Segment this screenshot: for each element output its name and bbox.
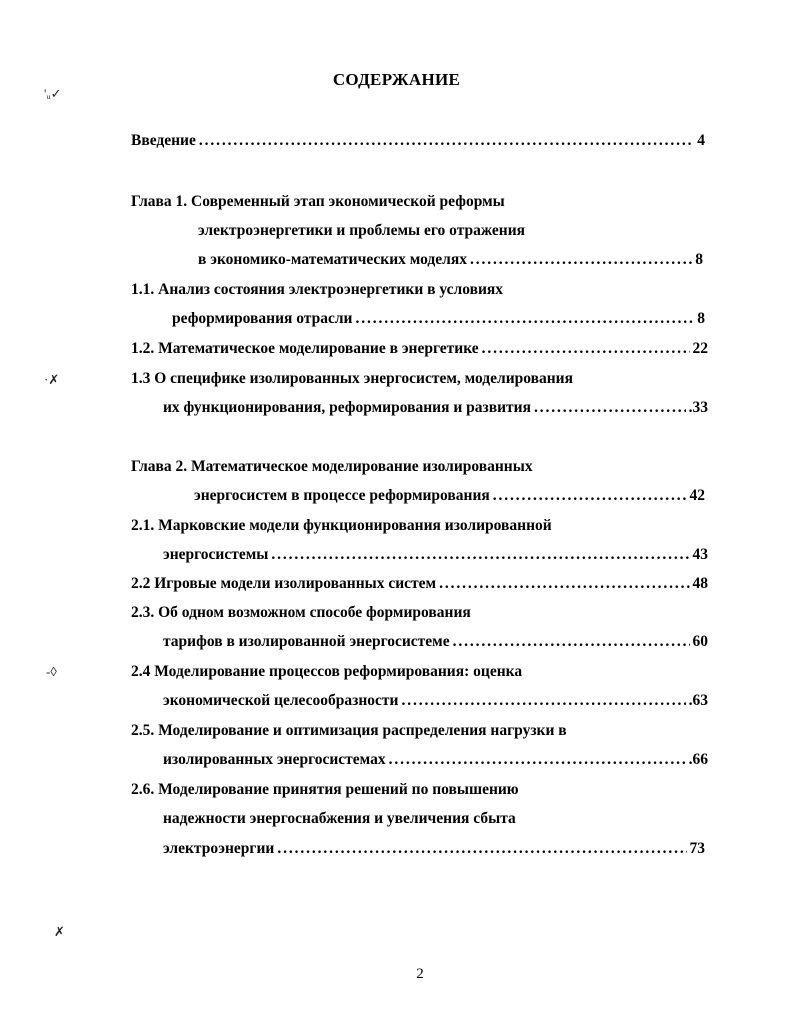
chapter1-title-line1: Глава 1. Современный этап экономической реформы [131,193,505,210]
dot-leader [389,751,686,769]
toc-entry-1-3 [163,399,708,417]
chapter2-title-line1: Глава 2. Математическое моделирование изолированных [131,458,533,475]
section-2-4-line1: 2.4 Моделирование процессов реформирования: оценка [131,663,523,680]
dot-leader [453,633,690,651]
toc-label: 2.2 Игровые модели изолированных систем [131,575,437,592]
toc-label: электроэнергии [163,840,275,857]
chapter1-title-line2: электроэнергетики и проблемы его отражения [198,222,526,239]
dot-leader [356,310,695,328]
toc-entry-2-4 [163,692,708,710]
section-1-1-line1: 1.1. Анализ состояния электроэнергетики в условиях [131,281,504,298]
section-2-6-line1: 2.6. Моделирование принятия решений по повышению [131,781,519,798]
toc-label: их функционирования, реформирования и развития [163,399,531,416]
dot-leader [277,840,686,858]
page-number: 2 [416,966,424,982]
toc-page: 60 [692,633,708,650]
toc-entry-chapter1 [198,251,703,269]
toc-label: энергосистем в процессе реформирования [194,487,490,504]
toc-page: 4 [697,132,705,149]
section-1-3-line1: 1.3 О специфике изолированных энергосистем, моделирования [131,370,573,387]
toc-entry-intro [131,132,705,150]
toc-entry-2-1 [163,546,708,564]
toc-entry-2-5 [163,751,708,769]
toc-page: 8 [697,310,705,327]
dot-leader [534,399,686,417]
section-2-5-line1: 2.5. Моделирование и оптимизация распределения нагрузки в [131,722,567,739]
toc-label: в экономико-математических моделях [198,251,467,268]
toc-page: .33 [688,399,708,416]
toc-page: 42 [689,487,705,504]
section-2-3-line1: 2.3. Об одном возможном способе формирования [131,604,471,621]
toc-entry-1-1 [172,310,705,328]
toc-page: 22 [692,340,708,357]
toc-label: 1.2. Математическое моделирование в энергетике [131,340,479,357]
scan-mark-icon: ·✗ [44,372,60,387]
toc-label: изолированных энергосистемах [163,751,386,768]
toc-page: 48 [692,575,708,592]
toc-page: 8 [695,251,703,268]
toc-entry-2-2 [131,575,708,593]
toc-entry-2-6 [163,840,705,858]
dot-leader [401,692,685,710]
scan-mark-icon: ✗ [54,924,65,939]
section-2-1-line1: 2.1. Марковские модели функционирования изолированной [131,517,552,534]
scan-mark-icon: -◊ [46,664,57,679]
dot-leader [493,487,687,505]
section-2-6-line2: надежности энергоснабжения и увеличения сбыта [163,810,516,827]
scan-mark-icon: 'ᵤ✓ [44,86,62,101]
toc-entry-1-2 [131,340,708,358]
toc-entry-chapter2 [194,487,705,505]
dot-leader [199,132,694,150]
toc-label: тарифов в изолированной энергосистеме [163,633,450,650]
dot-leader [439,575,689,593]
page-title: СОДЕРЖАНИЕ [332,70,461,89]
toc-label: реформирования отрасли [172,310,353,327]
dot-leader [271,546,689,564]
toc-page: 43 [692,546,708,563]
toc-page: .63 [688,692,708,709]
toc-label: Введение [131,132,196,149]
toc-label: энергосистемы [163,546,269,563]
toc-label: экономической целесообразности [163,692,399,709]
toc-entry-2-3 [163,633,708,651]
dot-leader [470,251,692,269]
toc-page: 73 [689,840,705,857]
toc-page: .66 [688,751,708,768]
dot-leader [482,340,690,358]
